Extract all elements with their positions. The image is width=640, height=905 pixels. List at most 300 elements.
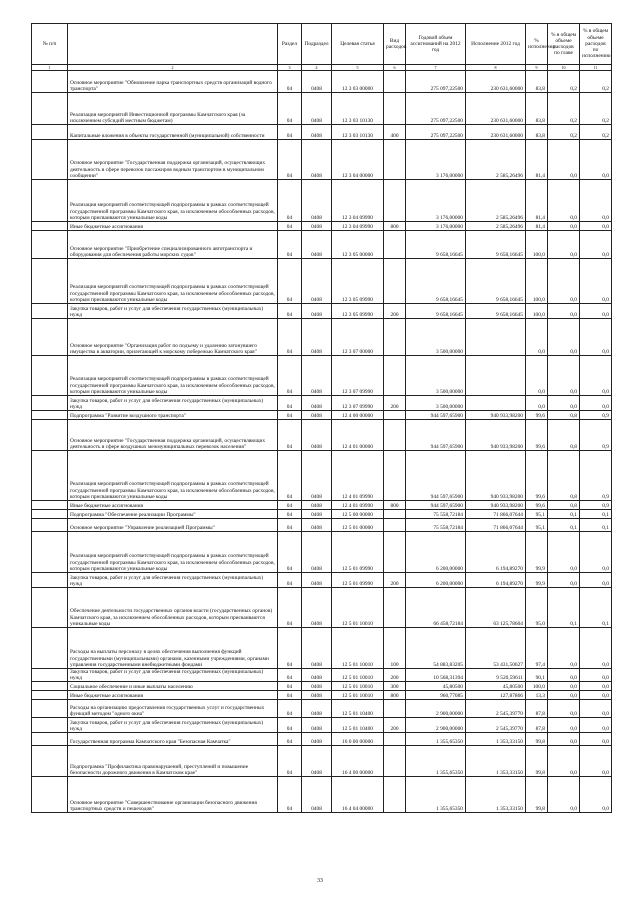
cell-pct: 83,8 — [526, 71, 548, 93]
cell-cs: 12 4 01 00000 — [332, 420, 384, 451]
cell-vr — [384, 588, 406, 628]
cell-p2: 0,0 — [580, 746, 612, 777]
column-number: 8 — [466, 65, 526, 71]
cell-fact: 6 194,89270 — [466, 573, 526, 588]
cell-fact: 940 933,98200 — [466, 420, 526, 451]
cell-p1: 0,0 — [548, 231, 580, 259]
cell-plan: 944 597,65900 — [406, 411, 466, 420]
row-index-cell — [32, 259, 68, 304]
cell-p2: 0,0 — [580, 573, 612, 588]
table-row — [32, 588, 612, 628]
row-index-cell — [32, 222, 68, 231]
cell-name: Иные бюджетные ассигнования — [68, 222, 278, 231]
row-index-cell — [32, 510, 68, 519]
column-number: 7 — [406, 65, 466, 71]
page-number: 33 — [317, 878, 323, 884]
cell-podrazdel: 0408 — [302, 700, 332, 718]
cell-p2: 0,2 — [580, 93, 612, 125]
row-index-cell — [32, 140, 68, 180]
cell-name: Обеспечение деятельности государственных органов власти (государственных органов) Камчатского края, за исключением обособленных расходов, которым присваиваются уникальные коды — [68, 588, 278, 628]
cell-fact — [466, 319, 526, 356]
cell-razdel: 04 — [278, 519, 302, 532]
header-cell: Годовой объем ассигнований на 2012 год — [406, 24, 466, 65]
cell-pct: 100,0 — [526, 259, 548, 304]
cell-p1: 0,2 — [548, 93, 580, 125]
column-number: 5 — [332, 65, 384, 71]
cell-plan: 275 097,22500 — [406, 71, 466, 93]
cell-pct: 81,4 — [526, 222, 548, 231]
cell-podrazdel: 0408 — [302, 411, 332, 420]
cell-podrazdel: 0408 — [302, 93, 332, 125]
cell-p2: 0,0 — [580, 180, 612, 222]
cell-vr — [384, 510, 406, 519]
cell-pct: 0,0 — [526, 396, 548, 411]
cell-razdel: 04 — [278, 532, 302, 573]
cell-pct: 95,1 — [526, 519, 548, 532]
cell-p2: 0,2 — [580, 71, 612, 93]
cell-vr: 800 — [384, 691, 406, 700]
cell-pct: 13,3 — [526, 691, 548, 700]
cell-plan: 960,77085 — [406, 691, 466, 700]
cell-plan: 75 558,72184 — [406, 510, 466, 519]
header-cell: № п/п — [32, 24, 68, 65]
column-number: 11 — [580, 65, 612, 71]
cell-razdel: 04 — [278, 396, 302, 411]
cell-vr: 200 — [384, 718, 406, 733]
cell-razdel: 04 — [278, 700, 302, 718]
cell-fact — [466, 396, 526, 411]
cell-razdel: 04 — [278, 411, 302, 420]
cell-name: Закупка товаров, работ и услуг для обеспечения государственных (муниципальных) нужд — [68, 396, 278, 411]
cell-vr — [384, 319, 406, 356]
row-index-cell — [32, 451, 68, 501]
table-row — [32, 451, 612, 501]
cell-p2: 0,0 — [580, 259, 612, 304]
cell-p2: 0,9 — [580, 420, 612, 451]
cell-p2: 0,2 — [580, 125, 612, 140]
cell-p2: 0,1 — [580, 588, 612, 628]
cell-p1: 0,0 — [548, 304, 580, 319]
cell-fact — [466, 356, 526, 396]
cell-plan: 75 558,72184 — [406, 519, 466, 532]
cell-plan: 66 458,72184 — [406, 588, 466, 628]
cell-podrazdel: 0408 — [302, 319, 332, 356]
column-number: 9 — [526, 65, 548, 71]
cell-pct: 99,8 — [526, 746, 548, 777]
cell-razdel: 04 — [278, 510, 302, 519]
cell-vr — [384, 733, 406, 746]
cell-cs: 12 5 01 10010 — [332, 628, 384, 669]
cell-pct: 100,0 — [526, 304, 548, 319]
table-row — [32, 259, 612, 304]
header-row — [32, 24, 612, 65]
table-row — [32, 356, 612, 396]
cell-cs: 12 5 00 00000 — [332, 510, 384, 519]
table-row — [32, 319, 612, 356]
cell-razdel: 04 — [278, 93, 302, 125]
table-row — [32, 140, 612, 180]
header-cell: % в общем объеме расходов по главе — [548, 24, 580, 65]
table-row — [32, 691, 612, 700]
cell-razdel: 04 — [278, 140, 302, 180]
cell-name: Основное мероприятие "Обновление парка транспортных средств организаций водного транспорта" — [68, 71, 278, 93]
cell-cs: 12 3 07 09990 — [332, 396, 384, 411]
cell-cs: 12 3 03 10130 — [332, 93, 384, 125]
cell-plan: 3 500,00000 — [406, 319, 466, 356]
cell-pct: 97,4 — [526, 628, 548, 669]
cell-vr: 200 — [384, 396, 406, 411]
column-number: 10 — [548, 65, 580, 71]
row-index-cell — [32, 532, 68, 573]
cell-pct: 99,8 — [526, 777, 548, 813]
cell-pct: 99,6 — [526, 411, 548, 420]
cell-vr — [384, 356, 406, 396]
cell-pct: 0,0 — [526, 356, 548, 396]
cell-podrazdel: 0408 — [302, 718, 332, 733]
cell-podrazdel: 0408 — [302, 259, 332, 304]
table-row — [32, 304, 612, 319]
cell-plan: 2 900,00000 — [406, 700, 466, 718]
cell-pct: 81,4 — [526, 180, 548, 222]
cell-podrazdel: 0408 — [302, 777, 332, 813]
cell-razdel: 04 — [278, 231, 302, 259]
row-index-cell — [32, 71, 68, 93]
cell-p1: 0,1 — [548, 510, 580, 519]
cell-plan: 275 097,22500 — [406, 125, 466, 140]
table-row — [32, 71, 612, 93]
cell-name: Государственная программа Камчатского края "Безопасная Камчатка" — [68, 733, 278, 746]
cell-fact: 71 866,07644 — [466, 519, 526, 532]
table-row — [32, 231, 612, 259]
cell-razdel: 04 — [278, 777, 302, 813]
cell-name: Реализация мероприятий соответствующей подпрограммы в рамках соответствующей государственной программы Камчатского края, за исключением обособленных расходов, которым присваиваются уникальные коды — [68, 259, 278, 304]
cell-name: Реализация мероприятий соответствующей подпрограммы в рамках соответствующей государственной программы Камчатского края, за исключением обособленных расходов, которым присваиваются уникальные коды — [68, 180, 278, 222]
cell-fact: 45,80500 — [466, 682, 526, 691]
cell-p1: 0,2 — [548, 71, 580, 93]
cell-plan: 54 883,83205 — [406, 628, 466, 669]
cell-podrazdel: 0408 — [302, 180, 332, 222]
cell-cs: 12 5 01 10400 — [332, 718, 384, 733]
cell-vr — [384, 71, 406, 93]
cell-name: Закупка товаров, работ и услуг для обеспечения государственных (муниципальных) нужд — [68, 573, 278, 588]
cell-p1: 0,0 — [548, 532, 580, 573]
header-cell — [68, 24, 278, 65]
cell-cs: 12 5 01 09990 — [332, 532, 384, 573]
cell-p1: 0,0 — [548, 691, 580, 700]
cell-plan: 10 568,31394 — [406, 669, 466, 682]
cell-fact: 9 658,16645 — [466, 231, 526, 259]
cell-podrazdel: 0408 — [302, 222, 332, 231]
cell-pct: 99,9 — [526, 573, 548, 588]
cell-fact: 2 545,39770 — [466, 700, 526, 718]
table-row — [32, 125, 612, 140]
cell-fact: 940 933,98200 — [466, 451, 526, 501]
table-row — [32, 222, 612, 231]
cell-name: Иные бюджетные ассигнования — [68, 501, 278, 510]
table-row — [32, 573, 612, 588]
cell-name: Закупка товаров, работ и услуг для обеспечения государственных (муниципальных) нужд — [68, 669, 278, 682]
table-row — [32, 733, 612, 746]
cell-pct: 99,6 — [526, 451, 548, 501]
cell-pct: 81,4 — [526, 140, 548, 180]
table-row — [32, 777, 612, 813]
header-cell: % в общем объеме расходов по исполнению — [580, 24, 612, 65]
row-index-cell — [32, 588, 68, 628]
cell-vr: 200 — [384, 669, 406, 682]
column-number: 4 — [302, 65, 332, 71]
cell-fact: 940 933,98200 — [466, 501, 526, 510]
cell-razdel: 04 — [278, 746, 302, 777]
cell-p1: 0,0 — [548, 746, 580, 777]
cell-vr — [384, 411, 406, 420]
cell-plan: 275 097,22500 — [406, 93, 466, 125]
row-index-cell — [32, 519, 68, 532]
cell-razdel: 04 — [278, 420, 302, 451]
cell-vr: 300 — [384, 682, 406, 691]
cell-razdel: 04 — [278, 501, 302, 510]
cell-podrazdel: 0408 — [302, 573, 332, 588]
cell-cs: 12 5 01 10010 — [332, 588, 384, 628]
cell-plan: 3 176,00000 — [406, 180, 466, 222]
cell-razdel: 04 — [278, 125, 302, 140]
cell-p2: 0,1 — [580, 510, 612, 519]
cell-cs: 12 3 04 00000 — [332, 140, 384, 180]
cell-podrazdel: 0408 — [302, 140, 332, 180]
cell-p1: 0,0 — [548, 733, 580, 746]
cell-cs: 12 3 07 09990 — [332, 356, 384, 396]
cell-razdel: 04 — [278, 259, 302, 304]
table-row — [32, 180, 612, 222]
row-index-cell — [32, 669, 68, 682]
cell-p2: 0,0 — [580, 682, 612, 691]
cell-cs: 12 4 01 09990 — [332, 501, 384, 510]
cell-p1: 0,1 — [548, 519, 580, 532]
cell-p1: 0,0 — [548, 573, 580, 588]
table-row — [32, 420, 612, 451]
row-index-cell — [32, 501, 68, 510]
table-row — [32, 628, 612, 669]
row-index-cell — [32, 93, 68, 125]
cell-p2: 0,9 — [580, 451, 612, 501]
header-cell: Исполнение 2012 год — [466, 24, 526, 65]
cell-p2: 0,9 — [580, 411, 612, 420]
row-index-cell — [32, 180, 68, 222]
cell-podrazdel: 0408 — [302, 733, 332, 746]
cell-plan: 1 355,65350 — [406, 733, 466, 746]
cell-vr: 800 — [384, 222, 406, 231]
table-row — [32, 411, 612, 420]
row-index-cell — [32, 125, 68, 140]
cell-p2: 0,0 — [580, 396, 612, 411]
cell-podrazdel: 0408 — [302, 588, 332, 628]
cell-fact: 9 658,16645 — [466, 304, 526, 319]
cell-podrazdel: 0408 — [302, 691, 332, 700]
cell-podrazdel: 0408 — [302, 125, 332, 140]
cell-p1: 0,0 — [548, 180, 580, 222]
cell-razdel: 04 — [278, 669, 302, 682]
table-row — [32, 746, 612, 777]
cell-cs: 12 3 05 09990 — [332, 259, 384, 304]
cell-cs: 16 4 00 00000 — [332, 746, 384, 777]
cell-cs: 12 5 01 00000 — [332, 519, 384, 532]
row-index-cell — [32, 733, 68, 746]
cell-plan: 3 176,00000 — [406, 222, 466, 231]
cell-plan: 3 176,00000 — [406, 140, 466, 180]
cell-cs: 12 5 01 10400 — [332, 700, 384, 718]
cell-razdel: 04 — [278, 304, 302, 319]
cell-podrazdel: 0408 — [302, 501, 332, 510]
cell-podrazdel: 0408 — [302, 356, 332, 396]
cell-vr — [384, 746, 406, 777]
cell-pct: 90,1 — [526, 669, 548, 682]
cell-podrazdel: 0408 — [302, 231, 332, 259]
cell-pct: 99,9 — [526, 532, 548, 573]
cell-podrazdel: 0408 — [302, 396, 332, 411]
cell-p2: 0,9 — [580, 501, 612, 510]
table-row — [32, 519, 612, 532]
cell-plan: 1 355,65350 — [406, 777, 466, 813]
cell-cs: 12 4 01 09990 — [332, 451, 384, 501]
budget-table — [31, 23, 612, 813]
cell-podrazdel: 0408 — [302, 669, 332, 682]
cell-cs: 12 3 04 09990 — [332, 180, 384, 222]
header-cell: % исполнения — [526, 24, 548, 65]
column-number: 6 — [384, 65, 406, 71]
row-index-cell — [32, 628, 68, 669]
cell-name: Подпрограмма "Развитие воздушного транспорта" — [68, 411, 278, 420]
row-index-cell — [32, 411, 68, 420]
table-row — [32, 501, 612, 510]
cell-p2: 0,0 — [580, 669, 612, 682]
cell-p2: 0,0 — [580, 718, 612, 733]
cell-plan: 3 500,00000 — [406, 396, 466, 411]
cell-pct: 100,0 — [526, 231, 548, 259]
cell-vr — [384, 532, 406, 573]
cell-name: Подпрограмма "Профилактика правонарушений, преступлений и повышение безопасности дорожного движения в Камчатском крае" — [68, 746, 278, 777]
table-row — [32, 510, 612, 519]
cell-p1: 0,0 — [548, 140, 580, 180]
cell-fact: 9 658,16645 — [466, 259, 526, 304]
cell-fact: 71 866,07644 — [466, 510, 526, 519]
cell-cs: 16 4 04 00000 — [332, 777, 384, 813]
cell-name: Основное мероприятие "Государственная поддержка организаций, осуществляющих деятельность в сфере воздушных межмуниципальных перевозок населения" — [68, 420, 278, 451]
table-row — [32, 532, 612, 573]
cell-name: Капитальные вложения в объекты государственной (муниципальной) собственности — [68, 125, 278, 140]
cell-fact: 2 545,39770 — [466, 718, 526, 733]
cell-cs: 16 0 00 00000 — [332, 733, 384, 746]
row-index-cell — [32, 420, 68, 451]
row-index-cell — [32, 682, 68, 691]
cell-plan: 3 500,00000 — [406, 356, 466, 396]
column-number: 3 — [278, 65, 302, 71]
cell-name: Подпрограмма "Обеспечение реализации Программы" — [68, 510, 278, 519]
cell-vr — [384, 420, 406, 451]
row-index-cell — [32, 319, 68, 356]
cell-p2: 0,0 — [580, 356, 612, 396]
cell-fact: 1 353,33150 — [466, 777, 526, 813]
cell-p1: 0,2 — [548, 125, 580, 140]
cell-plan: 1 355,65350 — [406, 746, 466, 777]
cell-fact: 53 431,50627 — [466, 628, 526, 669]
row-index-cell — [32, 777, 68, 813]
cell-fact: 2 585,26496 — [466, 222, 526, 231]
cell-pct: 95,1 — [526, 510, 548, 519]
cell-podrazdel: 0408 — [302, 682, 332, 691]
cell-razdel: 04 — [278, 222, 302, 231]
cell-pct: 99,6 — [526, 501, 548, 510]
cell-cs: 12 3 04 09990 — [332, 222, 384, 231]
row-index-cell — [32, 700, 68, 718]
cell-cs: 12 3 03 10130 — [332, 125, 384, 140]
cell-name: Закупка товаров, работ и услуг для обеспечения государственных (муниципальных) нужд — [68, 304, 278, 319]
cell-fact: 2 585,26496 — [466, 180, 526, 222]
cell-p1: 0,0 — [548, 669, 580, 682]
cell-name: Расходы на выплаты персоналу в целях обеспечения выполнения функций государственными (муниципальными) органами, казенными учреждениями, органами управления государственными внебюджетными фондами — [68, 628, 278, 669]
cell-vr — [384, 777, 406, 813]
cell-vr — [384, 519, 406, 532]
cell-name: Расходы на организацию предоставления государственных услуг и государственных функций методом "одного окна" — [68, 700, 278, 718]
cell-pct: 100,0 — [526, 682, 548, 691]
cell-razdel: 04 — [278, 356, 302, 396]
cell-razdel: 04 — [278, 628, 302, 669]
cell-cs: 12 3 05 00000 — [332, 231, 384, 259]
cell-name: Основное мероприятие "Совершенствование организации безопасного движения транспортных средств и пешеходов" — [68, 777, 278, 813]
cell-cs: 12 5 01 10010 — [332, 682, 384, 691]
cell-p1: 0,8 — [548, 501, 580, 510]
row-index-cell — [32, 396, 68, 411]
cell-plan: 9 658,16645 — [406, 231, 466, 259]
cell-plan: 2 900,00000 — [406, 718, 466, 733]
cell-p2: 0,1 — [580, 519, 612, 532]
cell-podrazdel: 0408 — [302, 746, 332, 777]
cell-vr: 200 — [384, 304, 406, 319]
cell-p1: 0,1 — [548, 588, 580, 628]
cell-plan: 944 597,65900 — [406, 501, 466, 510]
cell-fact: 230 631,60000 — [466, 93, 526, 125]
cell-p2: 0,0 — [580, 700, 612, 718]
cell-razdel: 04 — [278, 691, 302, 700]
cell-fact: 127,87866 — [466, 691, 526, 700]
cell-razdel: 04 — [278, 588, 302, 628]
cell-vr — [384, 259, 406, 304]
row-index-cell — [32, 231, 68, 259]
cell-plan: 9 658,16645 — [406, 304, 466, 319]
cell-vr — [384, 451, 406, 501]
cell-name: Закупка товаров, работ и услуг для обеспечения государственных (муниципальных) нужд — [68, 718, 278, 733]
header-cell: Вид расходов — [384, 24, 406, 65]
cell-vr — [384, 180, 406, 222]
header-cell: Раздел — [278, 24, 302, 65]
cell-vr — [384, 140, 406, 180]
cell-fact: 1 353,33150 — [466, 746, 526, 777]
cell-name: Основное мероприятие "Организация работ по подъему и удалению затонувшего имущества в акватории, прилегающей к морскому побережью Камчатского края" — [68, 319, 278, 356]
cell-cs: 12 3 05 09990 — [332, 304, 384, 319]
cell-razdel: 04 — [278, 573, 302, 588]
cell-podrazdel: 0408 — [302, 519, 332, 532]
cell-podrazdel: 0408 — [302, 71, 332, 93]
cell-pct: 99,8 — [526, 733, 548, 746]
cell-name: Реализация мероприятий Инвестиционной программы Камчатского края (за исключением субсидий местным бюджетам) — [68, 93, 278, 125]
row-index-cell — [32, 718, 68, 733]
cell-cs: 12 5 01 10010 — [332, 669, 384, 682]
cell-plan: 944 597,65900 — [406, 451, 466, 501]
cell-p2: 0,0 — [580, 691, 612, 700]
cell-p2: 0,0 — [580, 231, 612, 259]
cell-p1: 0,0 — [548, 356, 580, 396]
cell-p2: 0,0 — [580, 304, 612, 319]
cell-p1: 0,0 — [548, 222, 580, 231]
cell-p1: 0,8 — [548, 420, 580, 451]
